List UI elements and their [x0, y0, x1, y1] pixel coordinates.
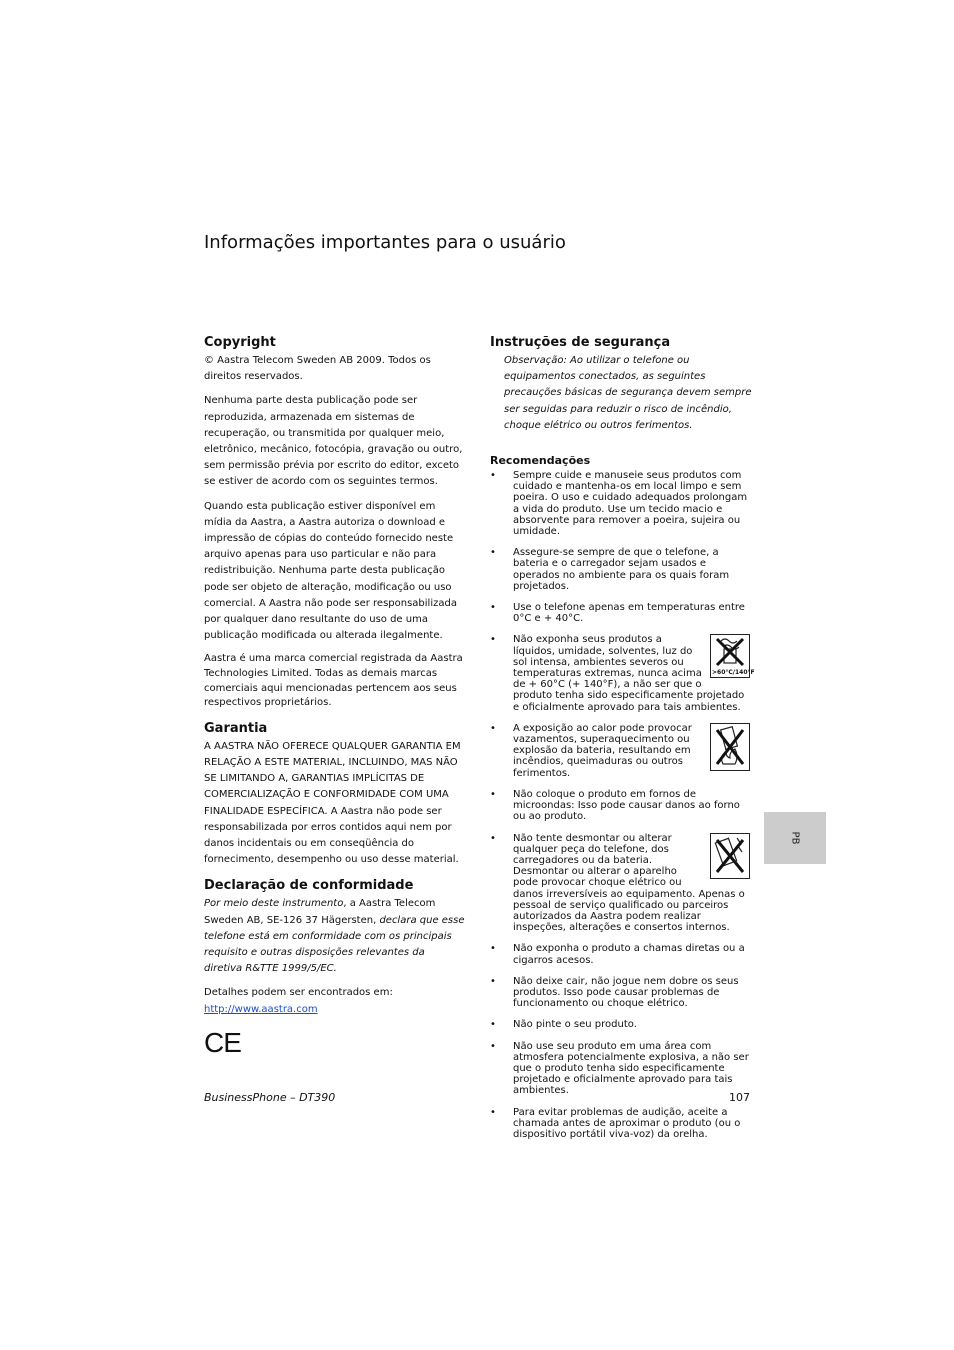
- list-item-text: • Assegure-se sempre de que o telefone, a bateria e o carregador sejam usados e operados no ambiente para os quais foram projetados.: [513, 547, 730, 592]
- list-item-text: • A exposição ao calor pode provocar vazamentos, superaquecimento ou explosão da bateria, resultando em incêndios, queimaduras ou outros ferimentos.: [513, 722, 692, 779]
- copyright-paragraph: Nenhuma parte desta publicação pode ser reproduzida, armazenada em sistemas de recuperação, ou transmitida por qualquer meio, eletrônico, mecânico, fotocópia, gravação ou outro, sem permissão prévia por escrito do editor, exceto se estiver de acordo com os seguintes termos.: [204, 395, 463, 488]
- safety-section: [490, 335, 755, 1140]
- footer-page-number: 107: [729, 1091, 750, 1104]
- list-item-text: • Não exponha o produto a chamas diretas ou a cigarros acesos.: [513, 943, 745, 966]
- list-item-text: • Para evitar problemas de audição, aceite a chamada antes de aproximar o produto (ou o dispositivo portátil viva-voz) da orelha.: [513, 1106, 741, 1140]
- conformity-italic-text: declara que esse telefone está em conformidade com os principais requisito e outras disposições relevantes da diretiva R&TTE 1999/5/EC.: [204, 914, 465, 975]
- list-item: [490, 547, 752, 592]
- safety-heading: Instruções de segurança: [490, 335, 671, 350]
- list-item: [490, 1019, 752, 1030]
- list-item: [490, 634, 755, 713]
- footer-product-name: BusinessPhone – DT390: [204, 1091, 336, 1104]
- list-item: [490, 943, 752, 965]
- list-item-text: Não exponha seus produtos a líquidos, umidade, solventes, luz do sol intensa, ambientes severos ou temperaturas extremas, nunca acima de + 60°C (+ 140°F), a não ser que o produto tenha sido especificamente projetado e oficialmente aprovado para tais ambientes.: [513, 634, 745, 713]
- language-side-tab: [764, 812, 826, 864]
- copyright-heading: Copyright: [204, 335, 276, 350]
- list-item-text: • Não pinte o seu produto.: [513, 1019, 637, 1031]
- details-text: Detalhes podem ser encontrados em:: [204, 987, 393, 999]
- list-item-text: • Não tente desmontar ou alterar qualquer peça do telefone, dos carregadores ou da bateria. Desmontar ou alterar o aparelho pode provocar choque elétrico ou danos irreversíveis ao equipamento. Apenas o pessoal de serviço qualificado ou parceiros autorizados da Aastra podem realizar inspeções, alterações e consertos internos.: [513, 832, 745, 934]
- warranty-section: [204, 721, 466, 869]
- copyright-notice: © Aastra Telecom Sweden AB 2009. Todos os direitos reservados.: [204, 355, 431, 383]
- left-column: [204, 335, 466, 1058]
- conformity-italic-text: Por meio deste instrumento: [204, 898, 344, 910]
- copyright-paragraph: Quando esta publicação estiver disponível em mídia da Aastra, a Aastra autoriza o download e impressão de cópias do conteúdo fornecido neste arquivo apenas para uso particular e não para redistribuição. Nenhuma parte desta publicação pode ser objeto de alteração, modificação ou uso comercial. A Aastra não pode ser responsabilizada por qualquer dano resultante do uso de uma publicação modificada ou alterada ilegalmente.: [204, 500, 457, 642]
- list-item: [490, 723, 752, 779]
- list-item-text: • Sempre cuide e manuseie seus produtos com cuidado e mantenha-os em local limpo e sem poeira. O uso e cuidado adequados prolongam a vida do produto. Use um tecido macio e absorvente para remover a poeira, sujeira ou umidade.: [513, 470, 748, 538]
- list-item-text: • Não coloque o produto em fornos de microondas: Isso pode causar danos ao forno ou ao produto.: [513, 788, 740, 823]
- recommendations-list: [490, 470, 755, 1140]
- conformity-text: , a Aastra Telecom Sweden AB, SE-126 37 Hägersten,: [204, 898, 436, 926]
- temperature-caption: • >60°C/140°F: [712, 669, 755, 677]
- list-item-text: • Use o telefone apenas em temperaturas entre 0°C e + 40°C.: [513, 602, 745, 625]
- aastra-website-link[interactable]: http://www.aastra.com: [204, 1003, 318, 1015]
- list-item: [490, 470, 752, 537]
- safety-note: Observação: Ao utilizar o telefone ou equipamentos conectados, as seguintes precauções básicas de segurança devem sempre ser seguidas para reduzir o risco de incêndio, choque elétrico ou outros ferimentos.: [504, 355, 752, 431]
- list-item: [490, 1041, 752, 1097]
- conformity-paragraph: [204, 896, 466, 977]
- page-title: Informações importantes para o usuário: [204, 232, 566, 253]
- recommendations-heading: Recomendações: [490, 454, 591, 468]
- no-disassemble-icon: [710, 833, 750, 879]
- list-item: [490, 833, 752, 934]
- language-tab-label: PB: [789, 831, 801, 845]
- list-item: [490, 1107, 752, 1141]
- no-fire-icon: [710, 723, 750, 771]
- copyright-section: [204, 335, 466, 711]
- warranty-heading: Garantia: [204, 720, 268, 736]
- trademark-paragraph: Aastra é uma marca comercial registrada da Aastra Technologies Limited. Todas as demais marcas comerciais aqui mencionadas pertencem aos seus respectivos proprietários.: [204, 653, 463, 709]
- list-item: [490, 976, 752, 1010]
- right-column: [490, 335, 755, 1150]
- ce-mark: CE: [204, 1026, 241, 1058]
- list-item-text: • Não use seu produto em uma área com atmosfera potencialmente explosiva, a não ser que o produto tenha sido especificamente projetado e oficialmente aprovado para tais ambientes.: [513, 1040, 749, 1097]
- list-item: [490, 789, 752, 823]
- list-item-text: • Não deixe cair, não jogue nem dobre os seus produtos. Isso pode causar problemas de funcionamento ou choque elétrico.: [513, 975, 739, 1010]
- conformity-heading: Declaração de conformidade: [204, 878, 414, 894]
- list-item: [490, 602, 752, 624]
- no-heat-liquid-icon: [710, 634, 755, 678]
- warranty-paragraph: A AASTRA NÃO OFERECE QUALQUER GARANTIA EM RELAÇÃO A ESTE MATERIAL, INCLUINDO, MAS NÃO SE LIMITANDO A, GARANTIAS IMPLÍCITAS DE COMERCIALIZAÇÃO E CONFORMIDADE COM UMA FINALIDADE ESPECÍFICA. A Aastra não pode ser responsabilizada por erros contidos aqui nem por danos incidentais ou em conseqüência do fornecimento, desempenho ou uso desse material.: [204, 740, 461, 866]
- conformity-section: [204, 878, 466, 1057]
